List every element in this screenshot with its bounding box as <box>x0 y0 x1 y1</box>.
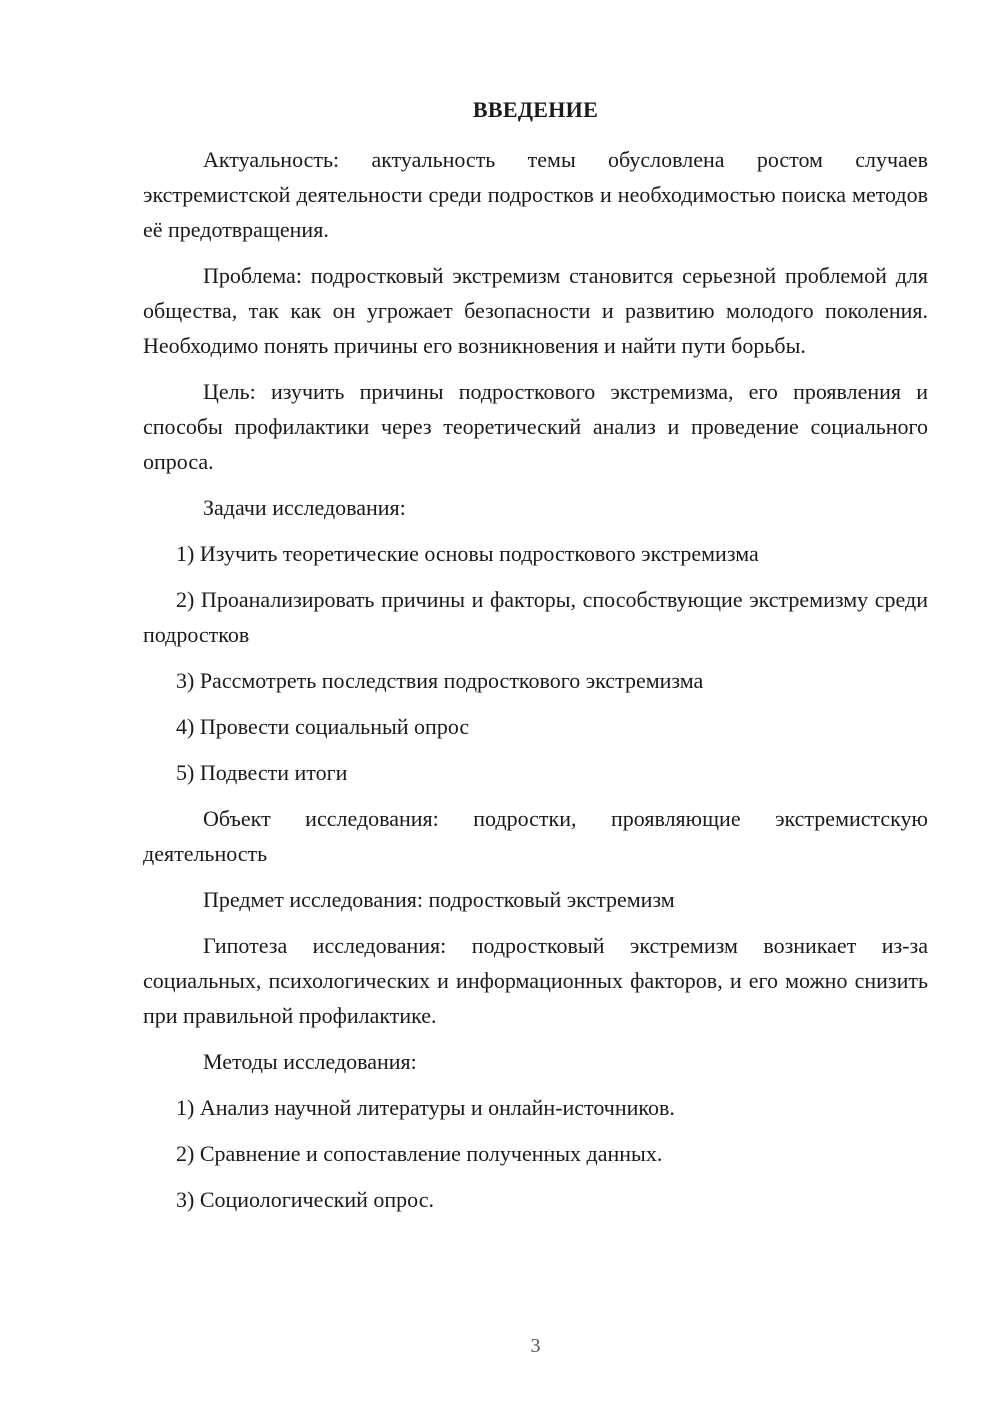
method-item-2: 2) Сравнение и сопоставление полученных данных. <box>176 1141 663 1166</box>
paragraph-problem: Проблема: подростковый экстремизм становится серьезной проблемой для общества, так как он угрожает безопасности и развитию молодого поколения. Необходимо понять причины его возникновения и найти пути борьбы. <box>143 263 928 358</box>
method-item-3: 3) Социологический опрос. <box>176 1187 434 1212</box>
paragraph-hypothesis: Гипотеза исследования: подростковый экстремизм возникает из-за социальных, психологических и информационных факторов, и его можно снизить при правильной профилактике. <box>143 933 928 1028</box>
method-item-1: 1) Анализ научной литературы и онлайн-источников. <box>176 1095 675 1120</box>
paragraph-object: Объект исследования: подростки, проявляющие экстремистскую деятельность <box>143 806 928 866</box>
paragraph-subject: Предмет исследования: подростковый экстремизм <box>203 887 675 912</box>
document-body <box>143 142 928 1228</box>
task-item-1: 1) Изучить теоретические основы подросткового экстремизма <box>176 541 759 566</box>
task-item-3: 3) Рассмотреть последствия подросткового экстремизма <box>176 668 704 693</box>
page-title: ВВЕДЕНИЕ <box>472 97 599 122</box>
task-item-5: 5) Подвести итоги <box>176 760 348 785</box>
methods-heading: Методы исследования: <box>203 1049 417 1074</box>
paragraph-goal: Цель: изучить причины подросткового экстремизма, его проявления и способы профилактики через теоретический анализ и проведение социального опроса. <box>143 379 928 474</box>
task-item-2: 2) Проанализировать причины и факторы, способствующие экстремизму среди подростков <box>143 587 928 647</box>
paragraph-relevance: Актуальность: актуальность темы обусловлена ростом случаев экстремистской деятельности среди подростков и необходимостью поиска методов её предотвращения. <box>143 147 928 242</box>
task-item-4: 4) Провести социальный опрос <box>176 714 470 739</box>
page-number: 3 <box>530 1335 541 1357</box>
tasks-heading: Задачи исследования: <box>203 495 406 520</box>
